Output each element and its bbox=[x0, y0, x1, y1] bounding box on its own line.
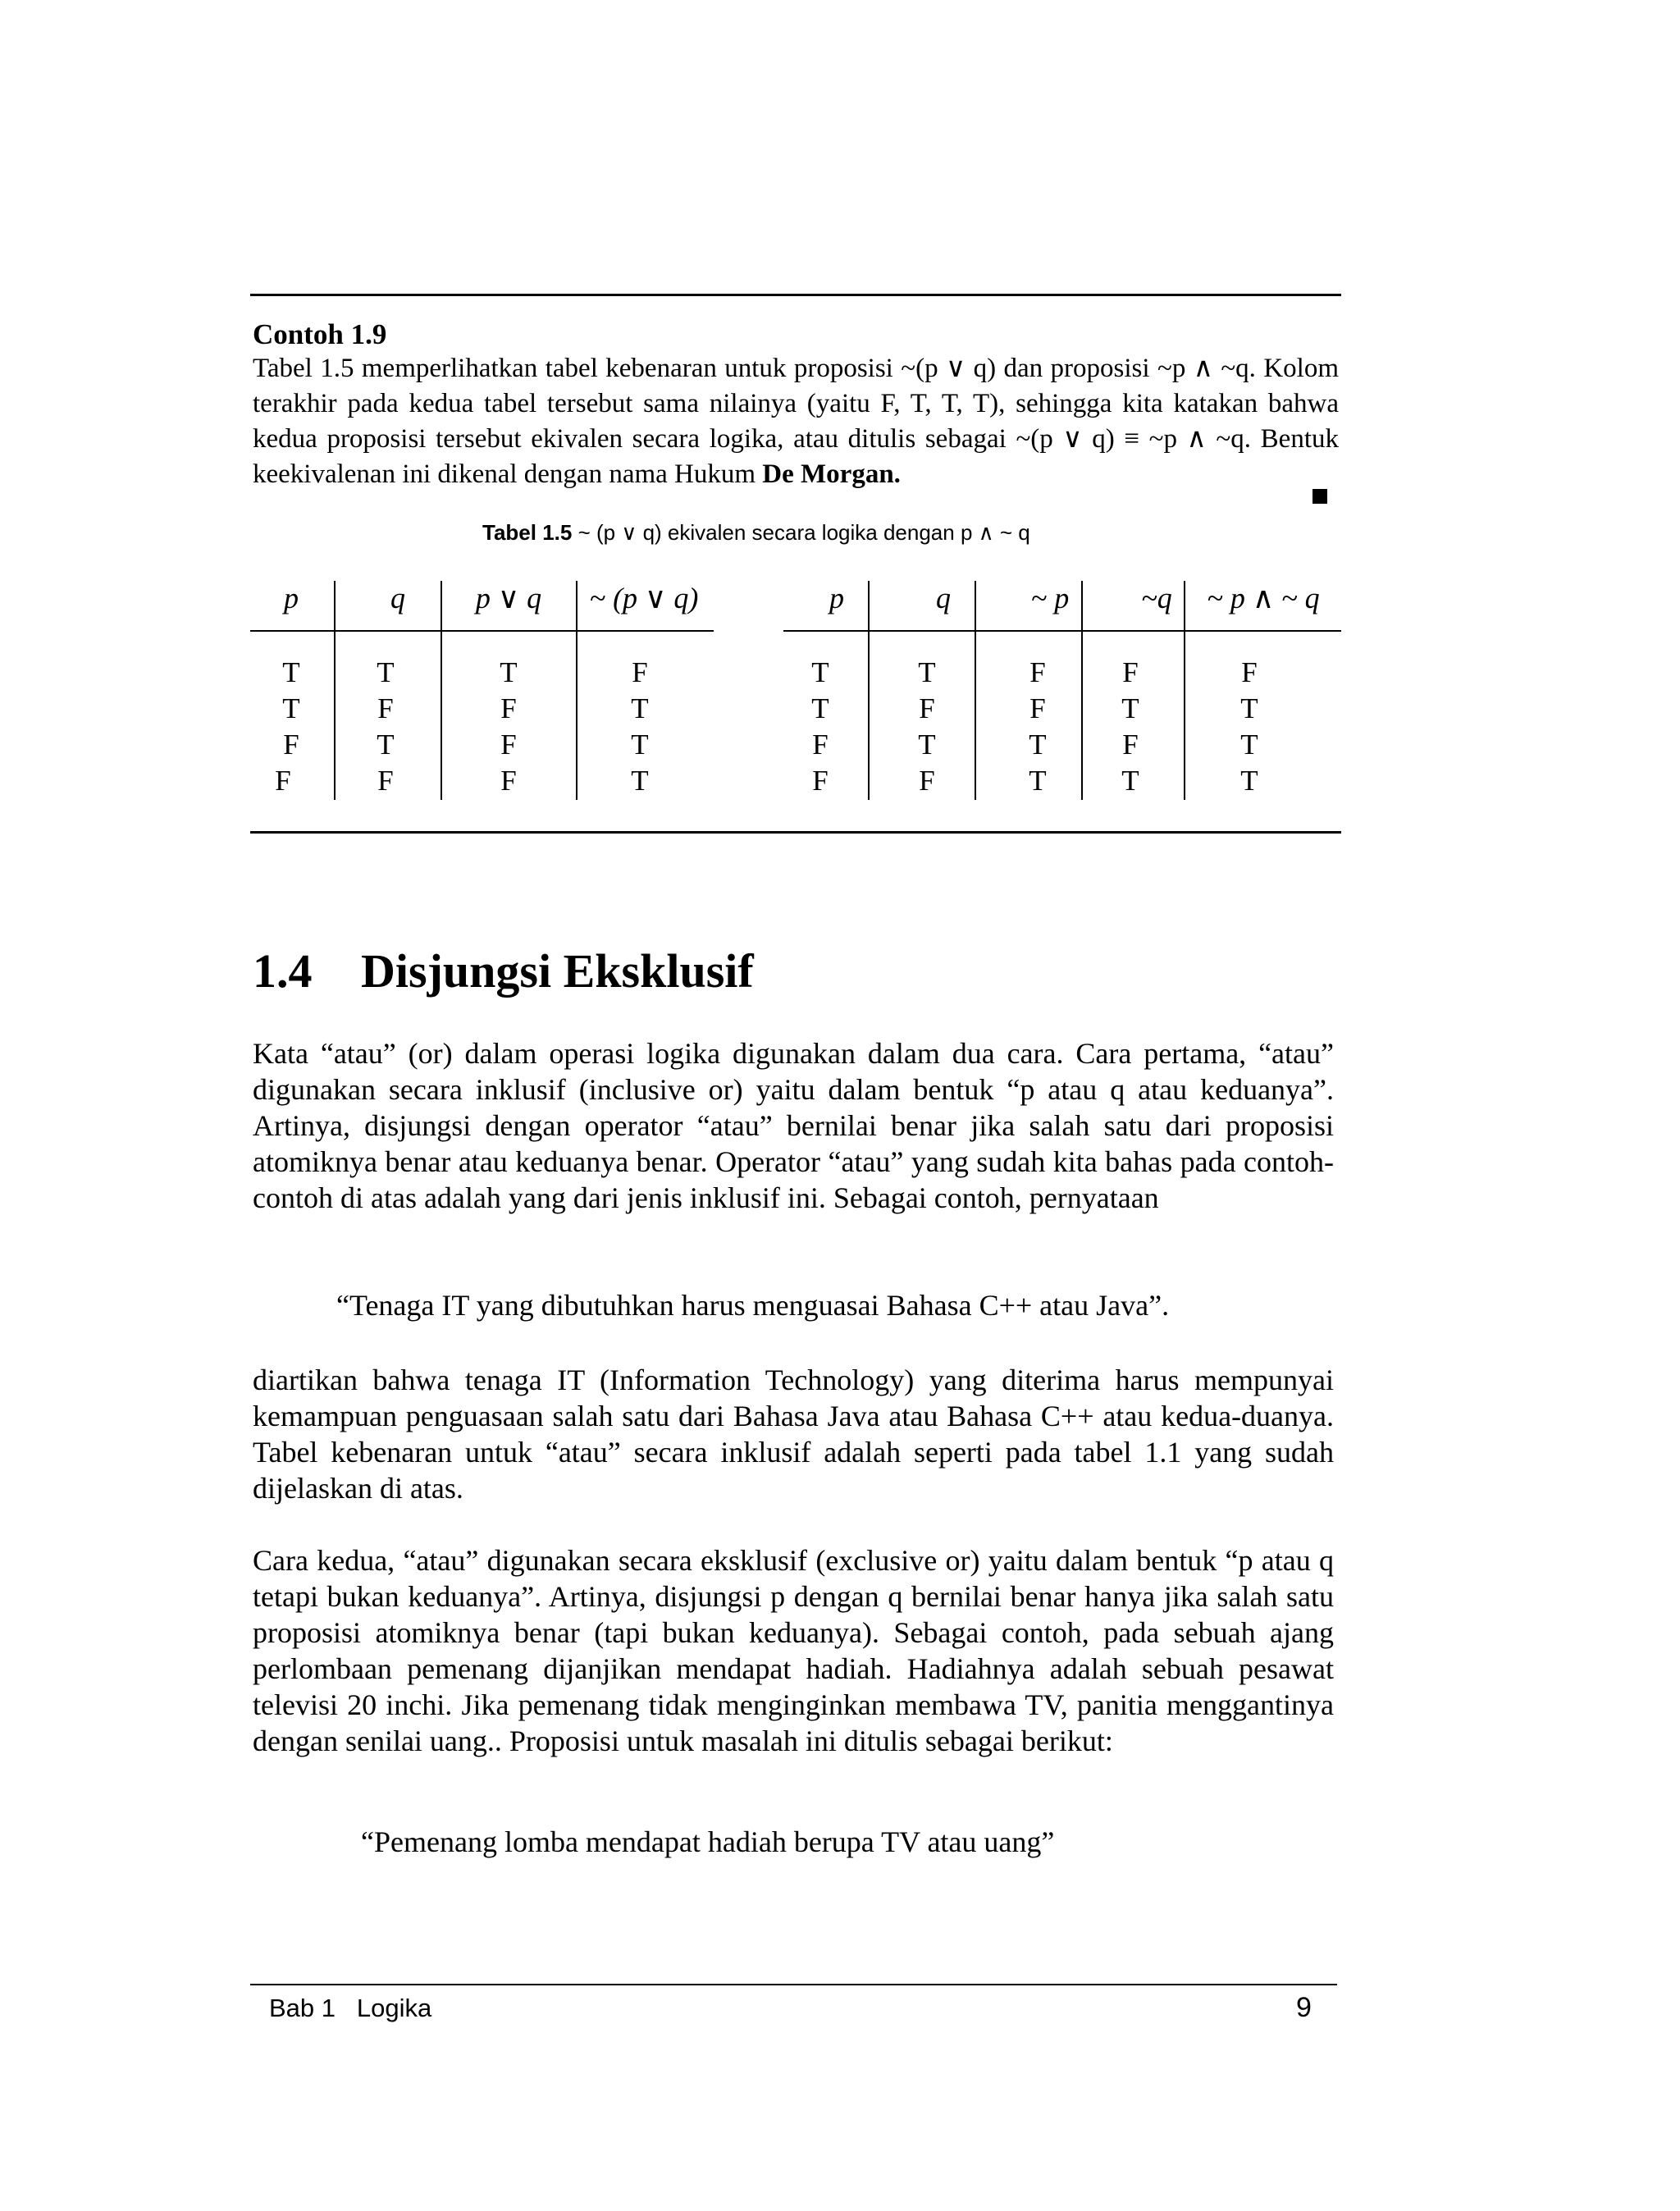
table-cell: T bbox=[282, 692, 300, 724]
table-cell: T bbox=[811, 692, 829, 724]
footer-rule bbox=[250, 1984, 1337, 1985]
table-cell: T bbox=[377, 656, 395, 688]
paragraph-inclusive-explanation: diartikan bahwa tenaga IT (Information Technology) yang diterima harus mempunyai kemampuan penguasaan salah satu dari Bahasa Java atau Bahasa C++ atau kedua-duanya. Tabel kebenaran untuk “atau” secara inklusif adalah seperti pada tabel 1.1 yang sudah dijelaskan di atas. bbox=[253, 1364, 1334, 1505]
table-cell: T bbox=[631, 729, 649, 761]
truth-table-left bbox=[250, 581, 714, 802]
table-cell: T bbox=[1121, 692, 1139, 724]
column-divider bbox=[868, 581, 870, 800]
table-header: ~ (p ∨ q) bbox=[589, 582, 699, 614]
section-number: 1.4 bbox=[253, 944, 313, 998]
table-cell: F bbox=[500, 729, 517, 761]
header-divider bbox=[783, 630, 1341, 632]
table-cell: F bbox=[500, 692, 517, 724]
page-number: 9 bbox=[1296, 1992, 1312, 2023]
truth-table-right bbox=[783, 581, 1341, 802]
paragraph-exclusive-or: Cara kedua, “atau” digunakan secara eksklusif (exclusive or) yaitu dalam bentuk “p atau q tetapi bukan keduanya”. Artinya, disjungsi p dengan q bernilai benar hanya jika salah satu proposisi atomiknya benar (tapi bukan keduanya). Sebagai contoh, pada sebuah ajang perlombaan pemenang dijanjikan mendapat hadiah. Hadiahnya adalah sebuah pesawat televisi 20 inchi. Jika pemenang tidak menginginkan membawa TV, panitia menggantinya dengan senilai uang.. Proposisi untuk masalah ini ditulis sebagai berikut: bbox=[253, 1544, 1334, 1757]
table-caption bbox=[482, 520, 1030, 546]
table-cell: F bbox=[1029, 656, 1046, 688]
table-header: q bbox=[936, 582, 951, 614]
table-cell: T bbox=[282, 656, 300, 688]
table-cell: T bbox=[1121, 765, 1139, 797]
table-cell: T bbox=[631, 692, 649, 724]
column-divider bbox=[1081, 581, 1083, 800]
table-header: ~ p bbox=[1030, 582, 1070, 614]
table-cell: F bbox=[812, 729, 829, 761]
paragraph-inclusive-or: Kata “atau” (or) dalam operasi logika digunakan dalam dua cara. Cara pertama, “atau” digunakan secara inklusif (inclusive or) yaitu dalam bentuk “p atau q atau keduanya”. Artinya, disjungsi dengan operator “atau” bernilai benar jika salah satu dari proposisi atomiknya benar atau keduanya benar. Operator “atau” yang sudah kita bahas pada contoh-contoh di atas adalah yang dari jenis inklusif ini. Sebagai contoh, pernyataan bbox=[253, 1037, 1334, 1214]
quote-pemenang-lomba: “Pemenang lomba mendapat hadiah berupa TV atau uang” bbox=[361, 1825, 1055, 1858]
table-cell: T bbox=[811, 656, 829, 688]
table-header: p bbox=[829, 582, 844, 614]
table-cell: T bbox=[1240, 729, 1258, 761]
table-cell: F bbox=[919, 765, 935, 797]
table-cell: F bbox=[812, 765, 829, 797]
quote-tenaga-it: “Tenaga IT yang dibutuhkan harus menguasai Bahasa C++ atau Java”. bbox=[336, 1289, 1170, 1322]
table-header: p bbox=[284, 582, 299, 614]
table-cell: T bbox=[1029, 729, 1047, 761]
footer-chapter: Bab 1 Logika bbox=[269, 1994, 432, 2022]
table-header: p ∨ q bbox=[475, 582, 542, 614]
table-cell: T bbox=[918, 656, 936, 688]
table-cell: F bbox=[377, 692, 394, 724]
example-body bbox=[253, 351, 1339, 492]
de-morgan-label: De Morgan. bbox=[762, 459, 901, 489]
section-title: Disjungsi Eksklusif bbox=[361, 944, 754, 998]
table-cell: F bbox=[1122, 656, 1139, 688]
table-cell: T bbox=[500, 656, 518, 688]
table-cell: T bbox=[1029, 765, 1047, 797]
column-divider bbox=[975, 581, 976, 800]
table-cell: T bbox=[1240, 692, 1258, 724]
column-divider bbox=[441, 581, 442, 800]
header-divider bbox=[250, 630, 714, 632]
example-title: Contoh 1.9 bbox=[253, 318, 387, 350]
table-cell: T bbox=[377, 729, 395, 761]
top-rule bbox=[250, 294, 1341, 296]
section-heading bbox=[253, 943, 754, 998]
table-cell: F bbox=[1122, 729, 1139, 761]
table-cell: T bbox=[631, 765, 649, 797]
column-divider bbox=[1184, 581, 1185, 800]
table-cell: F bbox=[632, 656, 648, 688]
table-cell: F bbox=[500, 765, 517, 797]
table-cell: F bbox=[275, 765, 291, 797]
table-cell: F bbox=[1029, 692, 1046, 724]
table-header: ~ p ∧ ~ q bbox=[1207, 582, 1320, 614]
bottom-rule bbox=[250, 831, 1341, 834]
qed-square-icon bbox=[1312, 489, 1327, 504]
table-cell: T bbox=[1240, 765, 1258, 797]
table-header: ~q bbox=[1141, 582, 1172, 614]
table-header: q bbox=[390, 582, 405, 614]
table-cell: T bbox=[918, 729, 936, 761]
example-text: Tabel 1.5 memperlihatkan tabel kebenaran untuk proposisi ~(p ∨ q) dan proposisi ~p ∧ ~q. Kolom terakhir pada kedua tabel tersebut sama nilainya (yaitu F, T, T, T), sehingga kita katakan bahwa kedua proposisi tersebut ekivalen secara logika, atau ditulis sebagai ~(p ∨ q) ≡ ~p ∧ ~q. Bentuk keekivalenan ini dikenal dengan nama Hukum bbox=[253, 354, 1339, 489]
table-caption-label: Tabel 1.5 bbox=[482, 520, 573, 545]
table-cell: F bbox=[919, 692, 935, 724]
table-cell: F bbox=[377, 765, 394, 797]
column-divider bbox=[576, 581, 578, 800]
column-divider bbox=[334, 581, 336, 800]
table-cell: F bbox=[1241, 656, 1258, 688]
table-caption-text: ~ (p ∨ q) ekivalen secara logika dengan p ∧ ~ q bbox=[572, 520, 1030, 545]
table-cell: F bbox=[283, 729, 299, 761]
